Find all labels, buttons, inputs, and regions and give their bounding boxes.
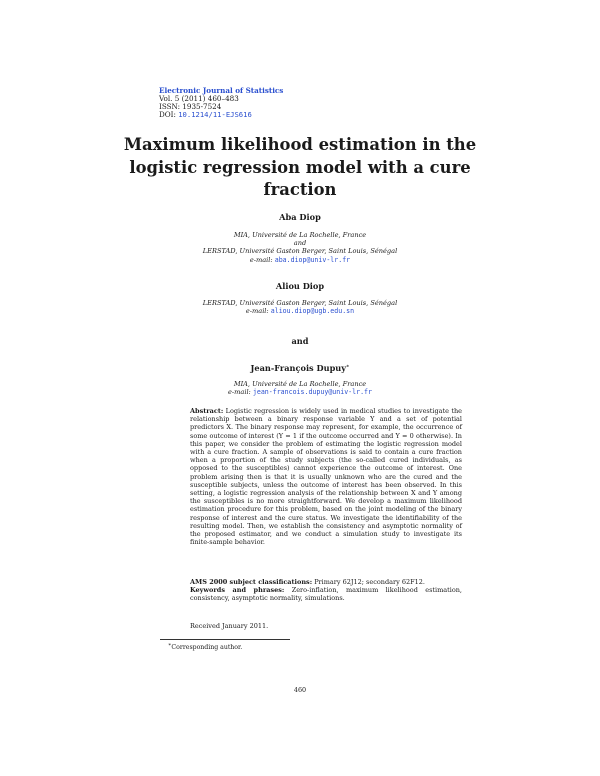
affiliation-line: MIA, Université de La Rochelle, France [233,380,367,388]
author-email-line [120,307,480,315]
author-name [120,363,480,373]
footnote-text: Corresponding author. [171,644,243,652]
author-separator: and [291,336,309,346]
author-name: Aliou Diop [275,281,325,291]
email-label: e-mail: [228,388,251,397]
author-email-line [120,256,480,264]
abstract-label: Abstract: [190,407,224,415]
email-label: e-mail: [245,307,269,316]
ams-label: AMS 2000 subject classifications: [190,578,313,586]
paper-title: Maximum likelihood estimation in the logistic regression model with a cure fraction [123,135,477,199]
author-affiliation [120,231,480,264]
abstract [190,407,462,546]
journal-name[interactable]: Electronic Journal of Statistics [159,86,284,95]
affiliation-line: MIA, Université de La Rochelle, France [233,231,367,239]
keywords-text: Zero-inflation, maximum likelihood estimation, consistency, asymptotic normality, simulations. [190,586,462,603]
affiliation-line: and [293,239,307,248]
keywords-line [190,586,462,602]
author-email-line [120,388,480,396]
classification-block [190,578,462,603]
author-email-link[interactable]: aliou.diop@ugb.edu.sn [270,307,355,316]
abstract-text: Logistic regression is widely used in medical studies to investigate the relationship between a binary response variable Y and a set of potential predictors X. The binary response may represent, for example, the occurrence of some outcome of interest (Y = 1 if the outcome occurred and Y = 0 otherwise). In this paper, we consider the problem of estimating the logistic regression model with a cure fraction. A sample of observations is said to contain a cure fraction when a proportion of the study subjects (the so-called cured individuals, as opposed to the susceptibles) cannot experience the outcome of interest. One problem arising then is that it is usually unknown who are the cured and the susceptible subjects, unless the outcome of interest has been observed. In this setting, a logistic regression analysis of the relationship between X and Y among the susceptibles is no more straightforward. We develop a maximum likelihood estimation procedure for this problem, based on the joint modeling of the binary response of interest and the cure status. We investigate the identifiability of the resulting model. Then, we establish the consistency and asymptotic normality of the proposed estimator, and we conduct a simulation study to investigate its finite-sample behavior. [190,407,462,547]
affiliation-line: LERSTAD, Université Gaston Berger, Saint Louis, Sénégal [202,247,398,256]
keywords-label: Keywords and phrases: [190,586,285,595]
doi-link[interactable]: 10.1214/11-EJS616 [178,110,252,120]
footnote [168,642,242,651]
affiliation-line: LERSTAD, Université Gaston Berger, Saint Louis, Sénégal [202,299,398,307]
received-date: Received January 2011. [190,622,269,630]
author-name-text: Jean-François Dupuy [250,363,346,373]
author-email-link[interactable]: aba.diop@univ-lr.fr [274,255,351,264]
footnote-mark: ∗ [168,642,172,648]
journal-issn: ISSN: 1935-7524 [159,102,222,112]
author-email-link[interactable]: jean-francois.dupuy@univ-lr.fr [252,388,372,397]
journal-volume: Vol. 5 (2011) 460–483 [159,94,239,104]
corresponding-mark: ∗ [346,363,350,370]
ams-line [190,578,462,586]
page-number: 460 [293,686,307,694]
author-name: Aba Diop [279,212,321,222]
doi-label: DOI: [159,110,176,120]
footnote-rule [160,639,290,640]
author-affiliation [120,299,480,315]
journal-header [159,87,283,119]
email-label: e-mail: [249,255,273,264]
ams-text: Primary 62J12; secondary 62F12. [314,578,425,586]
author-affiliation [120,380,480,396]
journal-doi [159,111,283,119]
